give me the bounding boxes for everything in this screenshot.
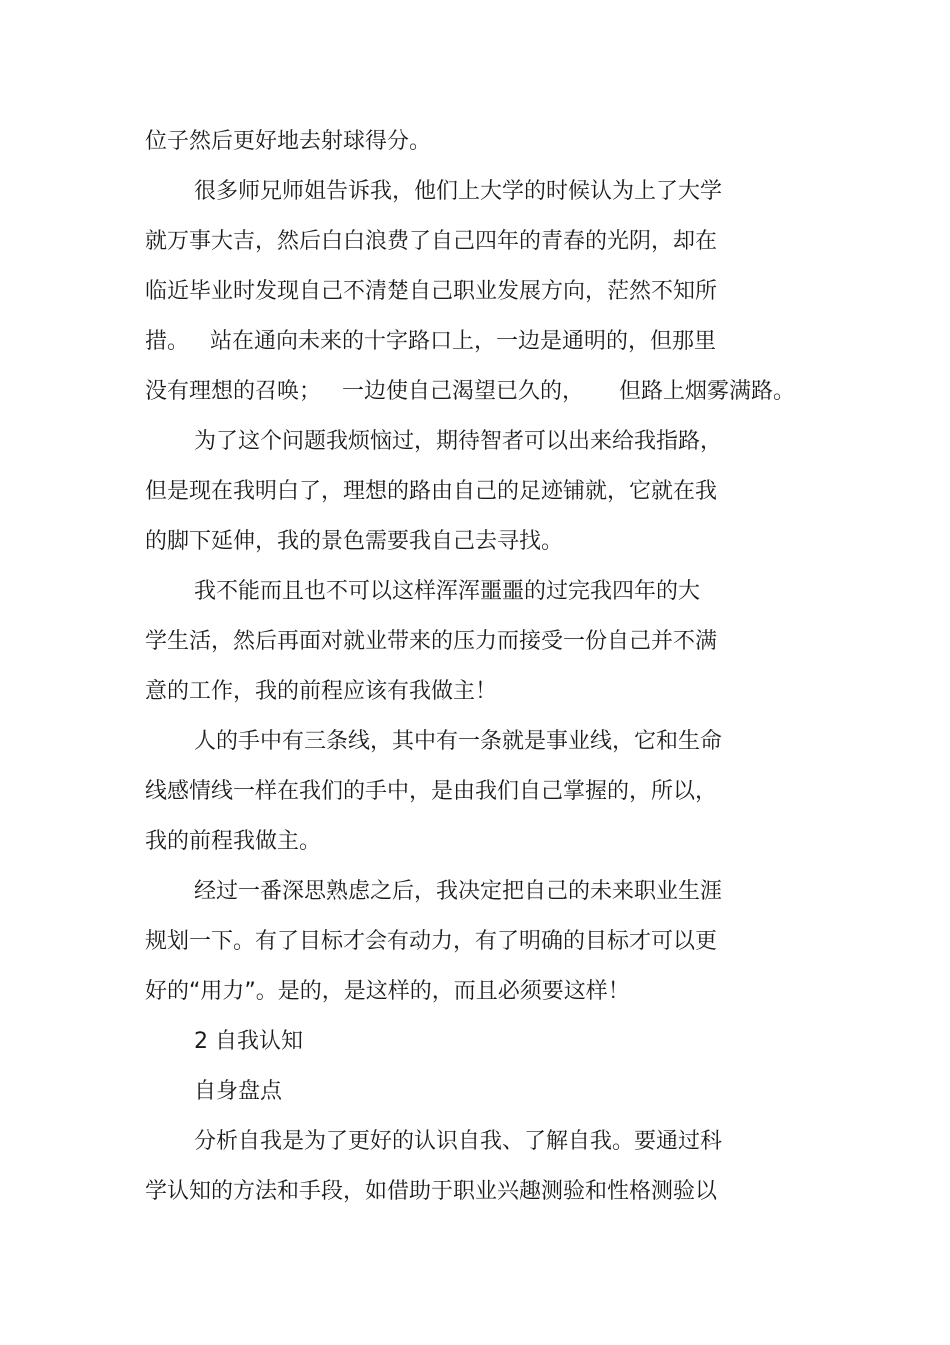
text-line: 分析自我是为了更好的认识自我、了解自我。要通过科 xyxy=(194,1129,723,1154)
text-line: 措。 站在通向未来的十字路口上，一边是通明的，但那里 xyxy=(145,329,716,354)
text-line: 很多师兄师姐告诉我，他们上大学的时候认为上了大学 xyxy=(194,179,723,204)
text-line: 学生活，然后再面对就业带来的压力而接受一份自己并不满 xyxy=(145,629,718,654)
text-line: 但是现在我明白了，理想的路由自己的足迹铺就，它就在我 xyxy=(145,479,718,504)
text-line: 好的“用力”。是的，是这样的，而且必须要这样！ xyxy=(145,979,630,1004)
text-line: 我不能而且也不可以这样浑浑噩噩的过完我四年的大 xyxy=(194,579,701,604)
text-line: 意的工作，我的前程应该有我做主！ xyxy=(145,679,498,704)
text-line: 经过一番深思熟虑之后，我决定把自己的未来职业生涯 xyxy=(194,879,723,904)
text-line: 没有理想的召唤； 一边使自己渴望已久的， 但路上烟雾满路。 xyxy=(145,379,795,404)
text-line: 位子然后更好地去射球得分。 xyxy=(145,129,432,154)
text-line: 临近毕业时发现自己不清楚自己职业发展方向，茫然不知所 xyxy=(145,279,718,304)
text-line: 学认知的方法和手段，如借助于职业兴趣测验和性格测验以 xyxy=(145,1179,718,1204)
text-line: 我的前程我做主。 xyxy=(145,829,322,854)
text-line: 为了这个问题我烦恼过，期待智者可以出来给我指路， xyxy=(194,429,723,454)
text-line: 就万事大吉，然后白白浪费了自己四年的青春的光阴，却在 xyxy=(145,229,718,254)
text-line: 人的手中有三条线，其中有一条就是事业线，它和生命 xyxy=(194,729,723,754)
text-line: 规划一下。有了目标才会有动力，有了明确的目标才可以更 xyxy=(145,929,718,954)
subsection-heading: 自身盘点 xyxy=(194,1079,283,1104)
section-heading: 2 自我认知 xyxy=(194,1029,303,1054)
text-line: 线感情线一样在我们的手中，是由我们自己掌握的，所以， xyxy=(145,779,718,804)
text-line: 的脚下延伸，我的景色需要我自己去寻找。 xyxy=(145,529,564,554)
